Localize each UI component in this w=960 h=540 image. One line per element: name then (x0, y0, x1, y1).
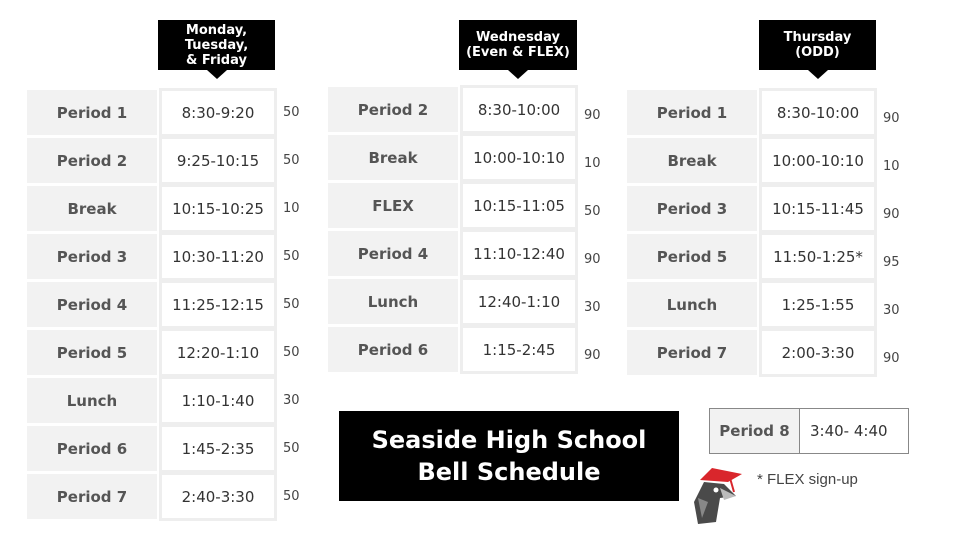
period-name: Period 2 (27, 138, 157, 183)
period-name: Period 1 (627, 90, 757, 135)
period-name: Break (627, 138, 757, 183)
period-time: 11:10-12:40 (460, 229, 578, 278)
period-time: 10:00-10:10 (460, 133, 578, 182)
period-name: Lunch (627, 282, 757, 327)
period-name: Period 7 (627, 330, 757, 375)
period-time: 12:20-1:10 (159, 328, 277, 377)
period-time: 10:15-11:05 (460, 181, 578, 230)
period-minutes: 90 (584, 348, 601, 363)
period-time: 2:00-3:30 (759, 328, 877, 377)
period-time: 8:30-10:00 (460, 85, 578, 134)
period-minutes: 90 (883, 207, 900, 222)
period-minutes: 90 (883, 111, 900, 126)
period-name: Period 7 (27, 474, 157, 519)
period-time: 10:15-10:25 (159, 184, 277, 233)
period-time: 1:45-2:35 (159, 424, 277, 473)
period-name: Break (27, 186, 157, 231)
flex-signup-note: * FLEX sign-up (757, 471, 858, 488)
period-time: 12:40-1:10 (460, 277, 578, 326)
period-name: Period 3 (27, 234, 157, 279)
period-minutes: 90 (883, 351, 900, 366)
header-thursday: Thursday (ODD) (759, 20, 876, 70)
school-title (339, 411, 679, 501)
period-name: Period 1 (27, 90, 157, 135)
title-line-2: Bell Schedule (417, 458, 601, 486)
period-minutes: 10 (283, 201, 300, 216)
period-8-time: 3:40- 4:40 (810, 422, 888, 440)
period-time: 10:00-10:10 (759, 136, 877, 185)
period-time: 1:15-2:45 (460, 325, 578, 374)
period-minutes: 50 (283, 105, 300, 120)
period-name: Period 3 (627, 186, 757, 231)
period-minutes: 50 (283, 489, 300, 504)
period-time: 11:50-1:25* (759, 232, 877, 281)
period-time: 8:30-10:00 (759, 88, 877, 137)
period-name: Period 6 (27, 426, 157, 471)
period-time: 1:10-1:40 (159, 376, 277, 425)
period-name: Lunch (27, 378, 157, 423)
period-minutes: 30 (584, 300, 601, 315)
period-minutes: 30 (883, 303, 900, 318)
period-8-label: Period 8 (710, 409, 800, 453)
period-minutes: 50 (283, 297, 300, 312)
period-minutes: 10 (584, 156, 601, 171)
period-name: Lunch (328, 279, 458, 324)
period-time: 10:15-11:45 (759, 184, 877, 233)
period-minutes: 50 (584, 204, 601, 219)
period-name: Break (328, 135, 458, 180)
period-minutes: 90 (584, 108, 601, 123)
period-name: Period 6 (328, 327, 458, 372)
period-name: Period 5 (627, 234, 757, 279)
header-wednesday: Wednesday (Even & FLEX) (459, 20, 577, 70)
period-name: Period 2 (328, 87, 458, 132)
period-minutes: 10 (883, 159, 900, 174)
period-time: 11:25-12:15 (159, 280, 277, 329)
period-name: Period 5 (27, 330, 157, 375)
period-name: Period 4 (328, 231, 458, 276)
period-time: 8:30-9:20 (159, 88, 277, 137)
period-minutes: 90 (584, 252, 601, 267)
header-mon-tue-fri: Monday, Tuesday, & Friday (158, 20, 275, 70)
period-minutes: 50 (283, 249, 300, 264)
period-time: 9:25-10:15 (159, 136, 277, 185)
period-time: 1:25-1:55 (759, 280, 877, 329)
title-line-1: Seaside High School (371, 426, 647, 454)
period-8-box (709, 408, 909, 454)
period-minutes: 95 (883, 255, 900, 270)
period-minutes: 50 (283, 441, 300, 456)
period-time: 2:40-3:30 (159, 472, 277, 521)
period-minutes: 50 (283, 345, 300, 360)
period-minutes: 50 (283, 153, 300, 168)
seahawk-mascot-icon (690, 462, 746, 526)
period-name: Period 4 (27, 282, 157, 327)
period-time: 10:30-11:20 (159, 232, 277, 281)
period-name: FLEX (328, 183, 458, 228)
period-minutes: 30 (283, 393, 300, 408)
